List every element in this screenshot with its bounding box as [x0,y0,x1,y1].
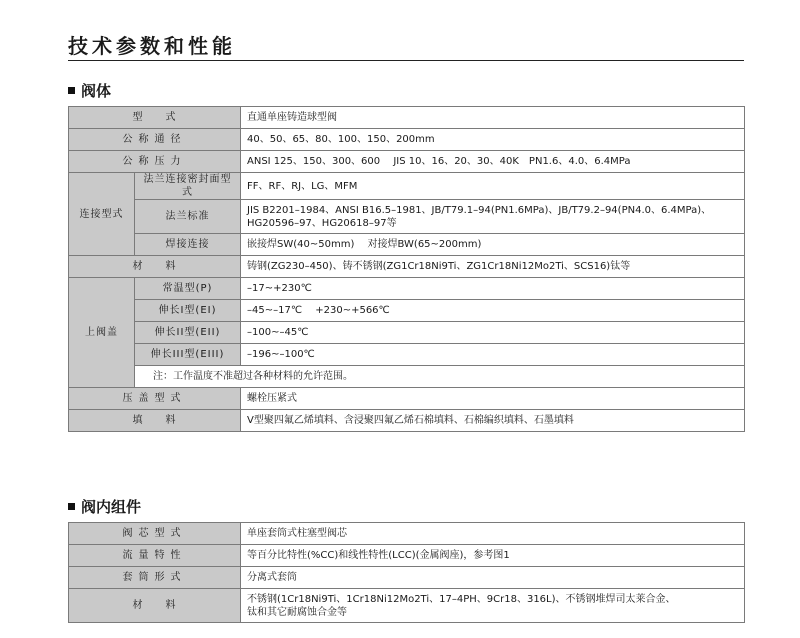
flow-value: 等百分比特性(%CC)和线性特性(LCC)(金属阀座)，参考图1 [241,545,745,567]
table-row [69,388,745,410]
table-row [69,545,745,567]
table-row [69,256,745,278]
square-bullet-icon [68,503,75,510]
table-row [69,107,745,129]
flange-standard-line-2: HG20596–97、HG20618–97等 [247,217,397,229]
bonnet-type-label: 伸长I型(EI) [135,300,241,322]
table-row [69,344,745,366]
table-row [69,173,745,200]
packing-value: V型聚四氟乙烯填料、含浸聚四氟乙烯石棉填料、石棉编织填料、石墨填料 [241,410,745,432]
trim-material-label: 材 料 [69,589,241,623]
plug-value: 单座套筒式柱塞型阀芯 [241,523,745,545]
section-heading-label: 阀体 [81,82,112,100]
gland-label: 压盖型式 [69,388,241,410]
table-row [69,151,745,173]
weld-label: 焊接连接 [135,234,241,256]
bonnet-type-value: –45~–17℃ +230~+566℃ [241,300,745,322]
table-row [69,129,745,151]
plug-label: 阀芯型式 [69,523,241,545]
bonnet-type-value: –100~–45℃ [241,322,745,344]
nominal-diameter-value: 40、50、65、80、100、150、200mm [241,129,745,151]
bonnet-type-value: –196~–100℃ [241,344,745,366]
flange-standard-line-1: JIS B2201–1984、ANSI B16.5–1981、JB/T79.1–94(PN1.6MPa)、JB/T79.2–94(PN4.0、6.4MPa)、 [247,204,712,216]
type-value: 直通单座铸造球型阀 [241,107,745,129]
bonnet-type-label: 伸长II型(EII) [135,322,241,344]
table-row [69,366,745,388]
nominal-diameter-label: 公称通径 [69,129,241,151]
cage-label: 套筒形式 [69,567,241,589]
cage-value: 分离式套筒 [241,567,745,589]
table-row [69,589,745,623]
flange-seal-value: FF、RF、RJ、LG、MFM [241,173,745,200]
table-row [69,300,745,322]
bonnet-label: 上阀盖 [69,278,135,388]
bonnet-type-label: 常温型(P) [135,278,241,300]
flow-label: 流量特性 [69,545,241,567]
table-row [69,410,745,432]
section-heading-valve-body [68,80,111,101]
gland-value: 螺栓压紧式 [241,388,745,410]
table-row [69,567,745,589]
table-row [69,278,745,300]
section-heading-trim [68,496,141,517]
bonnet-type-value: –17~+230℃ [241,278,745,300]
page-title: 技术参数和性能 [68,34,236,58]
trim-material-value [241,589,745,623]
packing-label: 填 料 [69,410,241,432]
flange-standard-value [241,200,745,234]
nominal-pressure-label: 公称压力 [69,151,241,173]
material-value: 铸钢(ZG230–450)、铸不锈钢(ZG1Cr18Ni9Ti、ZG1Cr18Ni12Mo2Ti、SCS16)钛等 [241,256,745,278]
trim-table [68,522,745,623]
trim-material-line-2: 钛和其它耐腐蚀合金等 [247,606,347,618]
table-row [69,200,745,234]
connection-label: 连接型式 [69,173,135,256]
table-row [69,322,745,344]
square-bullet-icon [68,87,75,94]
flange-seal-label: 法兰连接密封面型式 [135,173,241,200]
title-divider [68,60,744,61]
table-row [69,234,745,256]
type-label: 型 式 [69,107,241,129]
trim-material-line-1: 不锈钢(1Cr18Ni9Ti、1Cr18Ni12Mo2Ti、17–4PH、9Cr18、316L)、不锈钢堆焊司太莱合金、 [247,593,676,605]
valve-body-table [68,106,745,432]
material-label: 材 料 [69,256,241,278]
weld-value: 嵌接焊SW(40~50mm) 对接焊BW(65~200mm) [241,234,745,256]
flange-standard-label: 法兰标准 [135,200,241,234]
nominal-pressure-value: ANSI 125、150、300、600 JIS 10、16、20、30、40K PN1.6、4.0、6.4MPa [241,151,745,173]
bonnet-type-label: 伸长III型(EIII) [135,344,241,366]
table-row [69,523,745,545]
bonnet-note: 注：工作温度不准超过各种材料的允许范围。 [135,366,745,388]
section-heading-label: 阀内组件 [81,498,142,516]
